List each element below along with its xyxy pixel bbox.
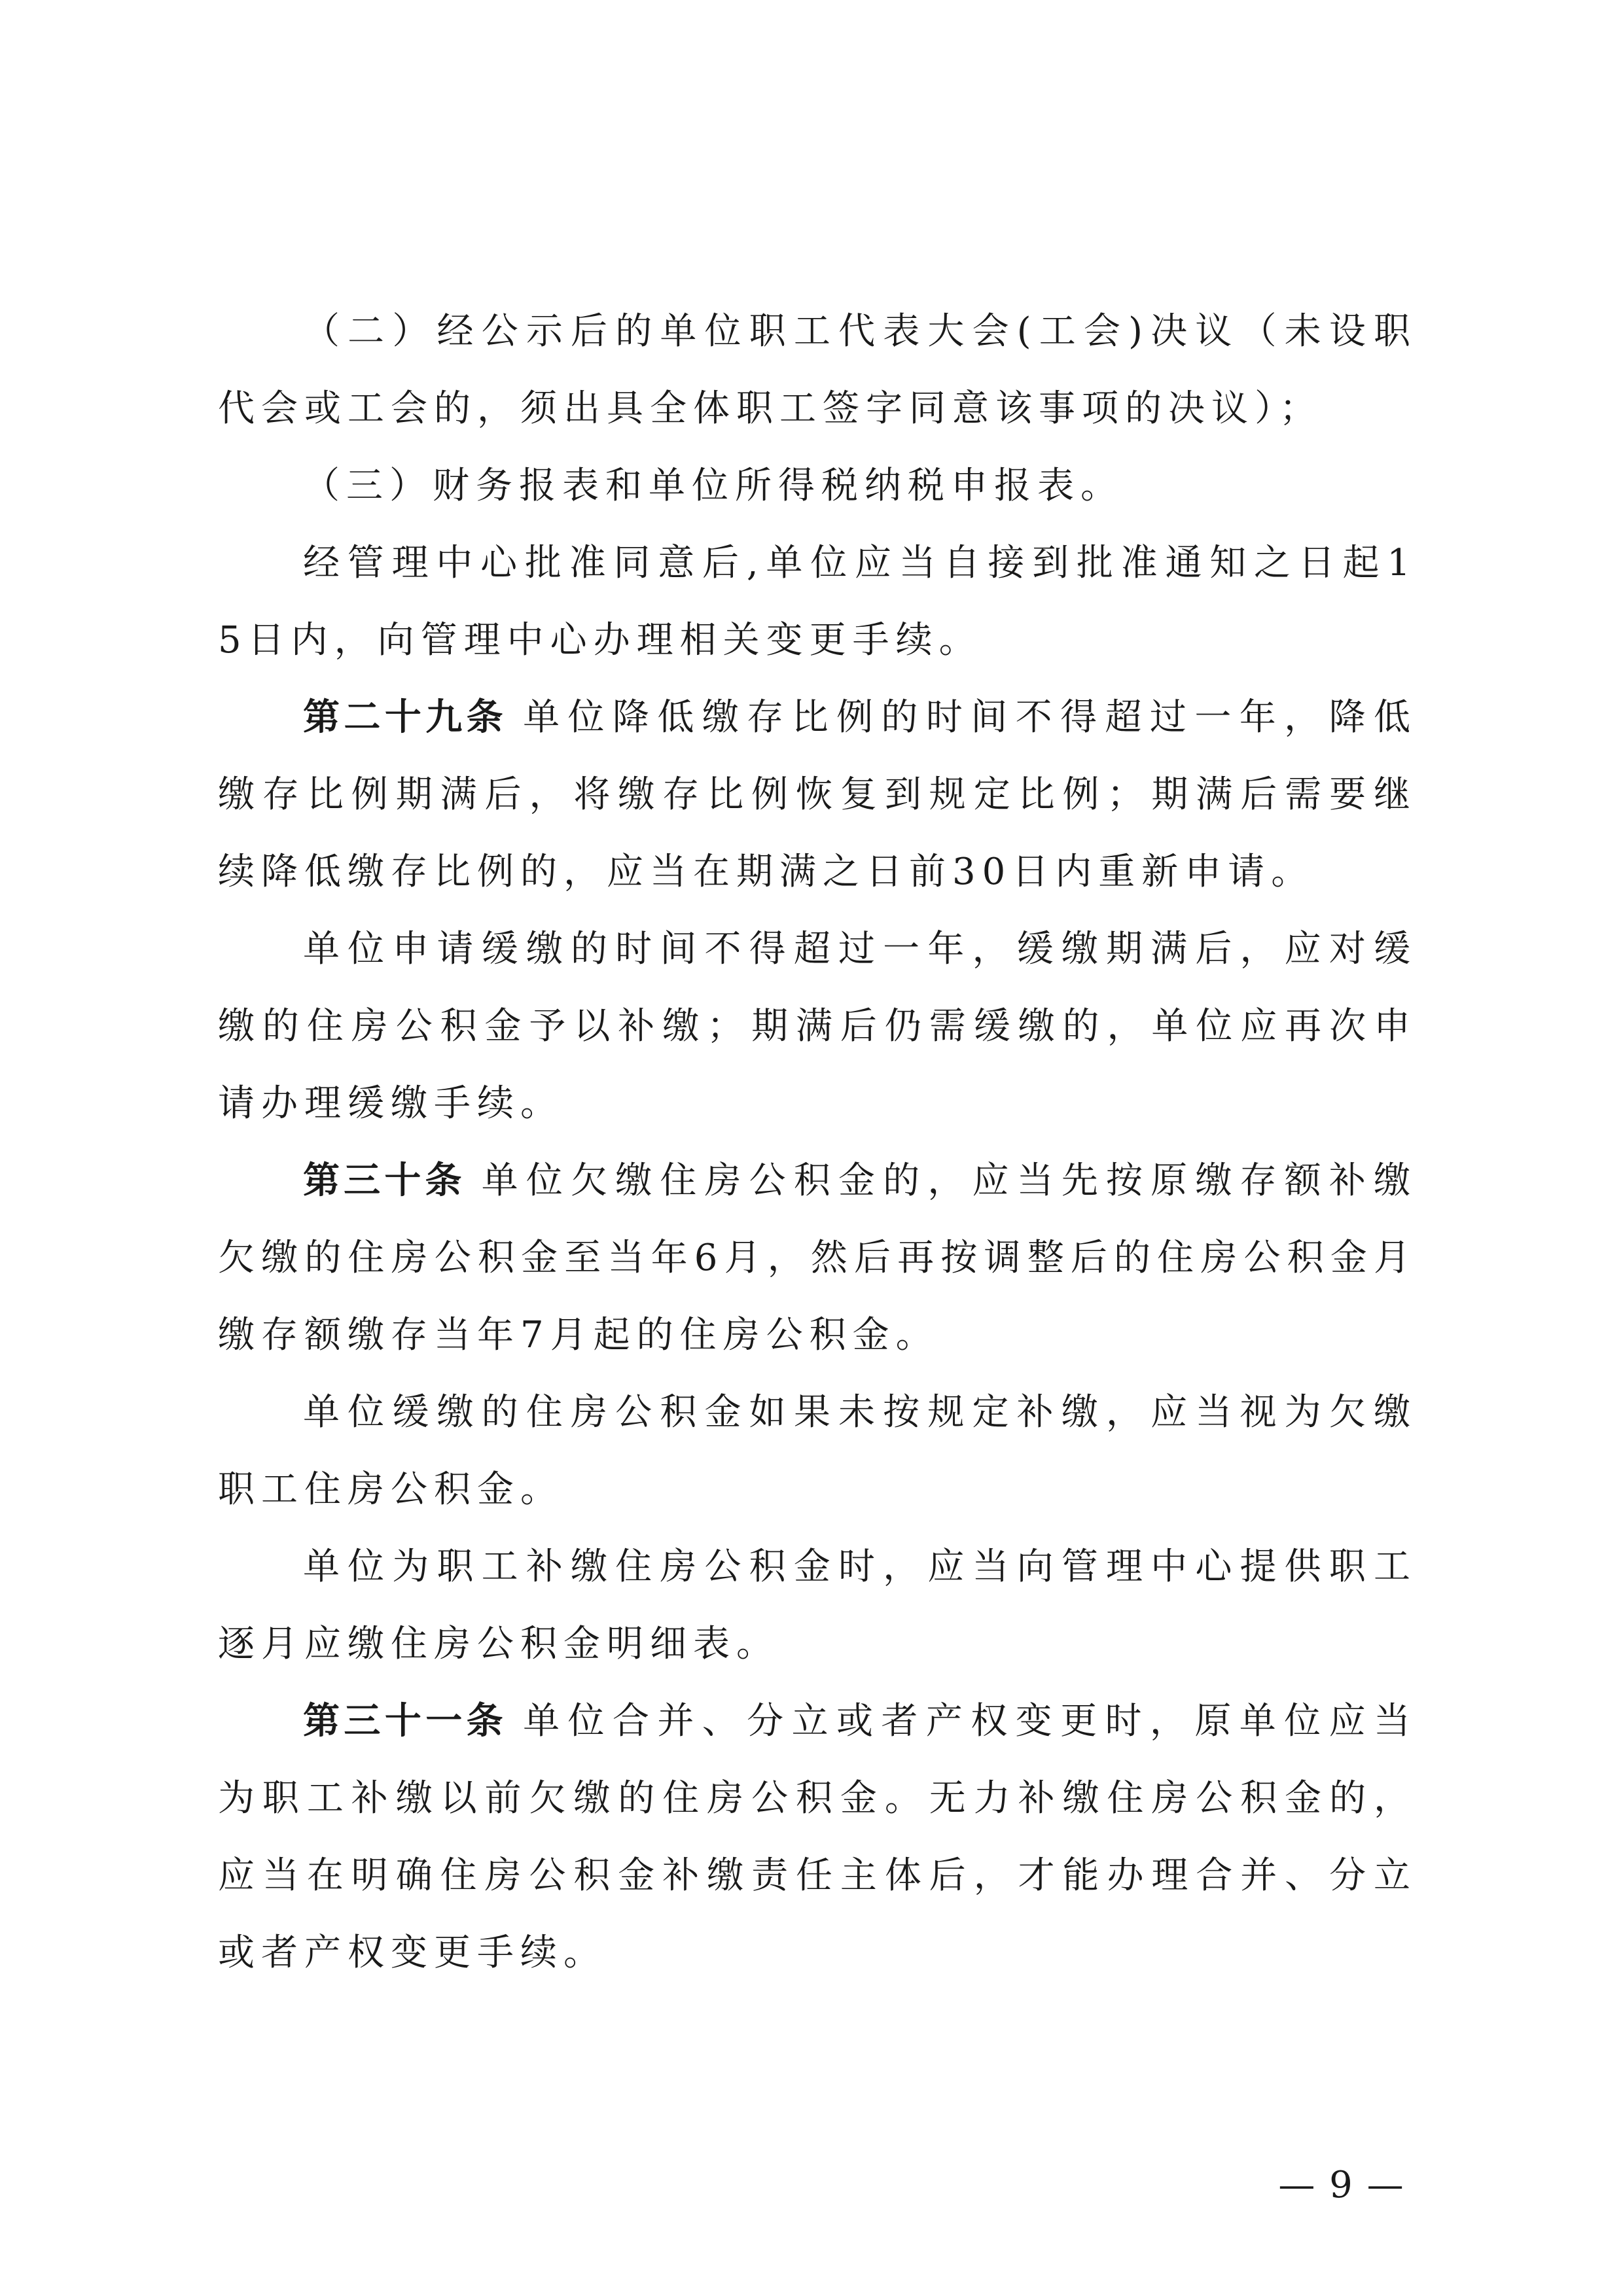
paragraph-text: 单位降低缴存比例的时间不得超过一年，降低缴存比例期满后，将缴存比例恢复到规定比例；期满后需要继续降低缴存比例的，应当在期满之日前30日内重新申请。	[218, 696, 1418, 893]
article-heading: 第三十条	[303, 1159, 466, 1202]
paragraph-text: 单位为职工补缴住房公积金时，应当向管理中心提供职工逐月应缴住房公积金明细表。	[218, 1545, 1417, 1665]
paragraph-text: 单位合并、分立或者产权变更时，原单位应当为职工补缴以前欠缴的住房公积金。无力补缴住房公积金的，应当在明确住房公积金补缴责任主体后，才能办理合并、分立或者产权变更手续。	[218, 1700, 1418, 1974]
paragraph-text: 经管理中心批准同意后,单位应当自接到批准通知之日起15日内，向管理中心办理相关变更手续。	[218, 542, 1417, 662]
paragraph-text: （三）财务报表和单位所得税纳税申报表。	[303, 465, 1124, 507]
paragraph-text: 单位欠缴住房公积金的，应当先按原缴存额补缴欠缴的住房公积金至当年6月，然后再按调整后的住房公积金月缴存额缴存当年7月起的住房公积金。	[218, 1159, 1418, 1356]
paragraph-text: 单位缓缴的住房公积金如果未按规定补缴，应当视为欠缴职工住房公积金。	[218, 1391, 1417, 1511]
article-29	[218, 679, 1417, 911]
document-body	[218, 293, 1417, 1992]
paragraph-approval	[218, 525, 1417, 679]
article-30	[218, 1142, 1417, 1374]
paragraph-item-3	[218, 448, 1417, 525]
paragraph-text: （二）经公示后的单位职工代表大会(工会)决议（未设职代会或工会的，须出具全体职工签字同意该事项的决议）；	[218, 310, 1417, 430]
paragraph-supplement	[218, 1528, 1417, 1683]
paragraph-text: 单位申请缓缴的时间不得超过一年，缓缴期满后，应对缓缴的住房公积金予以补缴；期满后仍需缓缴的，单位应再次申请办理缓缴手续。	[218, 928, 1417, 1125]
article-heading: 第二十九条	[303, 696, 508, 739]
paragraph-arrears	[218, 1374, 1417, 1528]
paragraph-item-2	[218, 293, 1417, 448]
article-heading: 第三十一条	[303, 1700, 508, 1742]
paragraph-deferral	[218, 911, 1417, 1142]
article-31	[218, 1683, 1417, 1992]
page-number: — 9 —	[1278, 2164, 1405, 2206]
